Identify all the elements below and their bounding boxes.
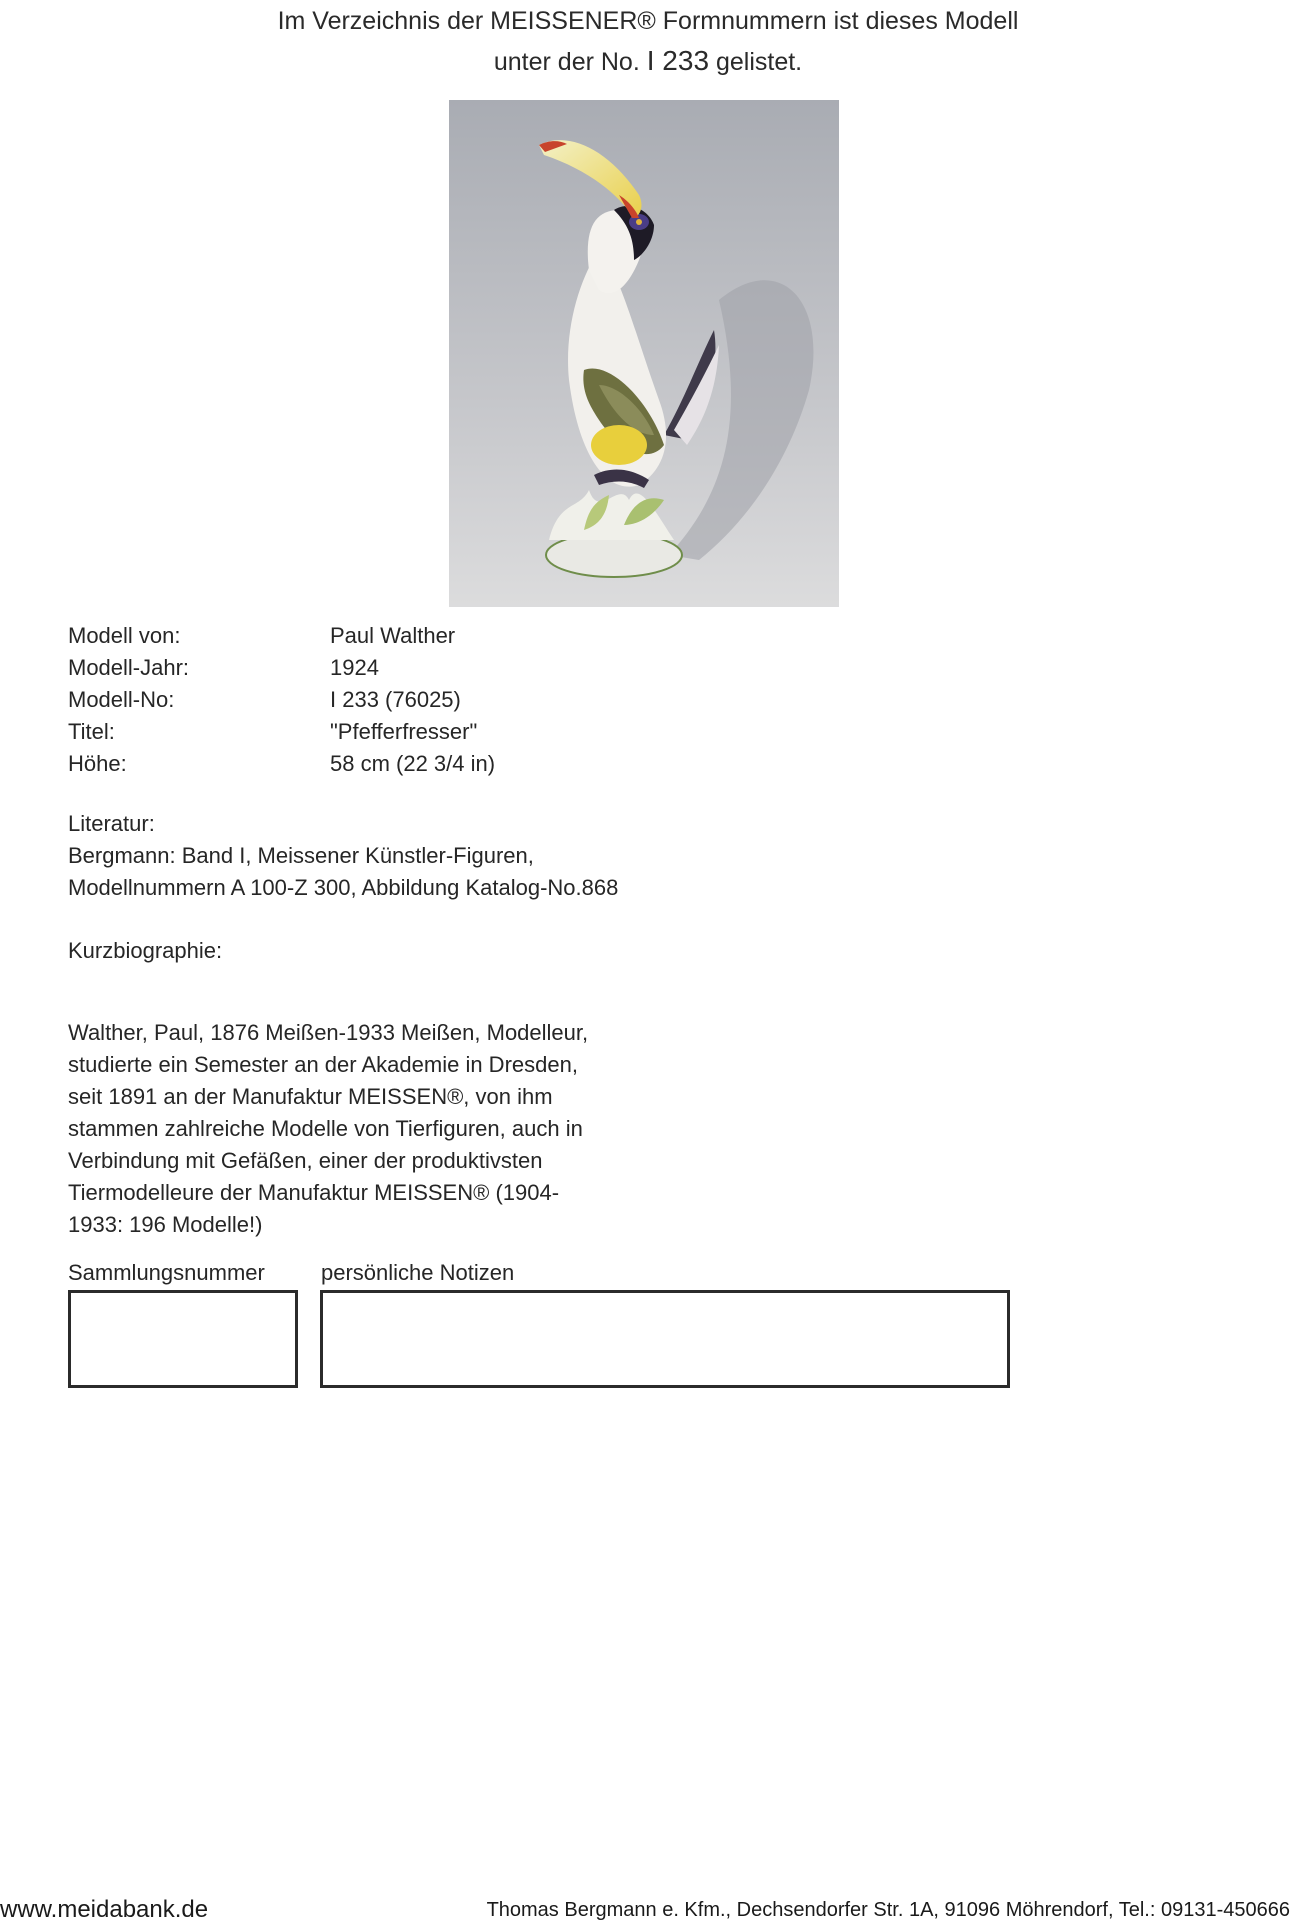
spec-row-titel xyxy=(68,716,495,748)
bio-line: studierte ein Semester an der Akademie in Dresden, xyxy=(68,1052,578,1077)
spec-label: Modell-No: xyxy=(68,687,175,712)
model-number: I 233 xyxy=(646,45,710,76)
notizen-field[interactable] xyxy=(320,1290,1010,1388)
page-header xyxy=(0,2,1296,82)
spec-label: Modell von: xyxy=(68,623,181,648)
bio-line: seit 1891 an der Manufaktur MEISSEN®, von ihm xyxy=(68,1084,553,1109)
spec-label: Modell-Jahr: xyxy=(68,655,190,680)
sammlungsnummer-label: Sammlungsnummer xyxy=(68,1260,265,1285)
spec-row-modell-no xyxy=(68,684,495,716)
spec-row-modell-jahr xyxy=(68,652,495,684)
spec-value: 58 cm (22 3/4 in) xyxy=(330,751,496,776)
literatur-section xyxy=(68,808,618,904)
bio-line: Tiermodelleure der Manufaktur MEISSEN® (1904- xyxy=(68,1180,560,1205)
footer-website[interactable]: www.meidabank.de xyxy=(0,1896,209,1923)
spec-value: 1924 xyxy=(330,655,379,680)
literatur-line: Bergmann: Band I, Meissener Künstler-Figuren, xyxy=(68,843,534,868)
spec-value: Paul Walther xyxy=(330,623,456,648)
header-prefix: unter der No. xyxy=(493,48,640,76)
figurine-photo xyxy=(449,100,839,607)
bio-line: Verbindung mit Gefäßen, einer der produktivsten xyxy=(68,1148,543,1173)
bio-line: 1933: 196 Modelle!) xyxy=(68,1212,263,1237)
spec-row-modell-von xyxy=(68,620,495,652)
footer-address: Thomas Bergmann e. Kfm., Dechsendorfer Str. 1A, 91096 Möhrendorf, Tel.: 09131-450666 xyxy=(486,1899,1290,1921)
bio-line: stammen zahlreiche Modelle von Tierfiguren, auch in xyxy=(68,1116,583,1141)
spec-row-hoehe xyxy=(68,748,495,780)
sammlungsnummer-field[interactable] xyxy=(68,1290,298,1388)
kurzbiographie-text xyxy=(68,1017,688,1241)
kurzbiographie-heading: Kurzbiographie: xyxy=(68,938,223,963)
model-specs xyxy=(68,620,495,780)
spec-value: I 233 (76025) xyxy=(330,687,461,712)
header-line-1: Im Verzeichnis der MEISSENER® Formnummern ist dieses Modell xyxy=(277,7,1019,35)
header-suffix: gelistet. xyxy=(715,48,803,76)
literatur-line: Modellnummern A 100-Z 300, Abbildung Katalog-No.868 xyxy=(68,875,619,900)
notizen-label: persönliche Notizen xyxy=(321,1260,515,1285)
bio-line: Walther, Paul, 1876 Meißen-1933 Meißen, Modelleur, xyxy=(68,1020,589,1045)
header-line-2 xyxy=(0,41,1296,82)
literatur-heading: Literatur: xyxy=(68,811,155,836)
spec-value: "Pfefferfresser" xyxy=(330,719,478,744)
spec-label: Höhe: xyxy=(68,751,127,776)
toucan-figurine-image xyxy=(449,100,839,607)
spec-label: Titel: xyxy=(68,719,115,744)
